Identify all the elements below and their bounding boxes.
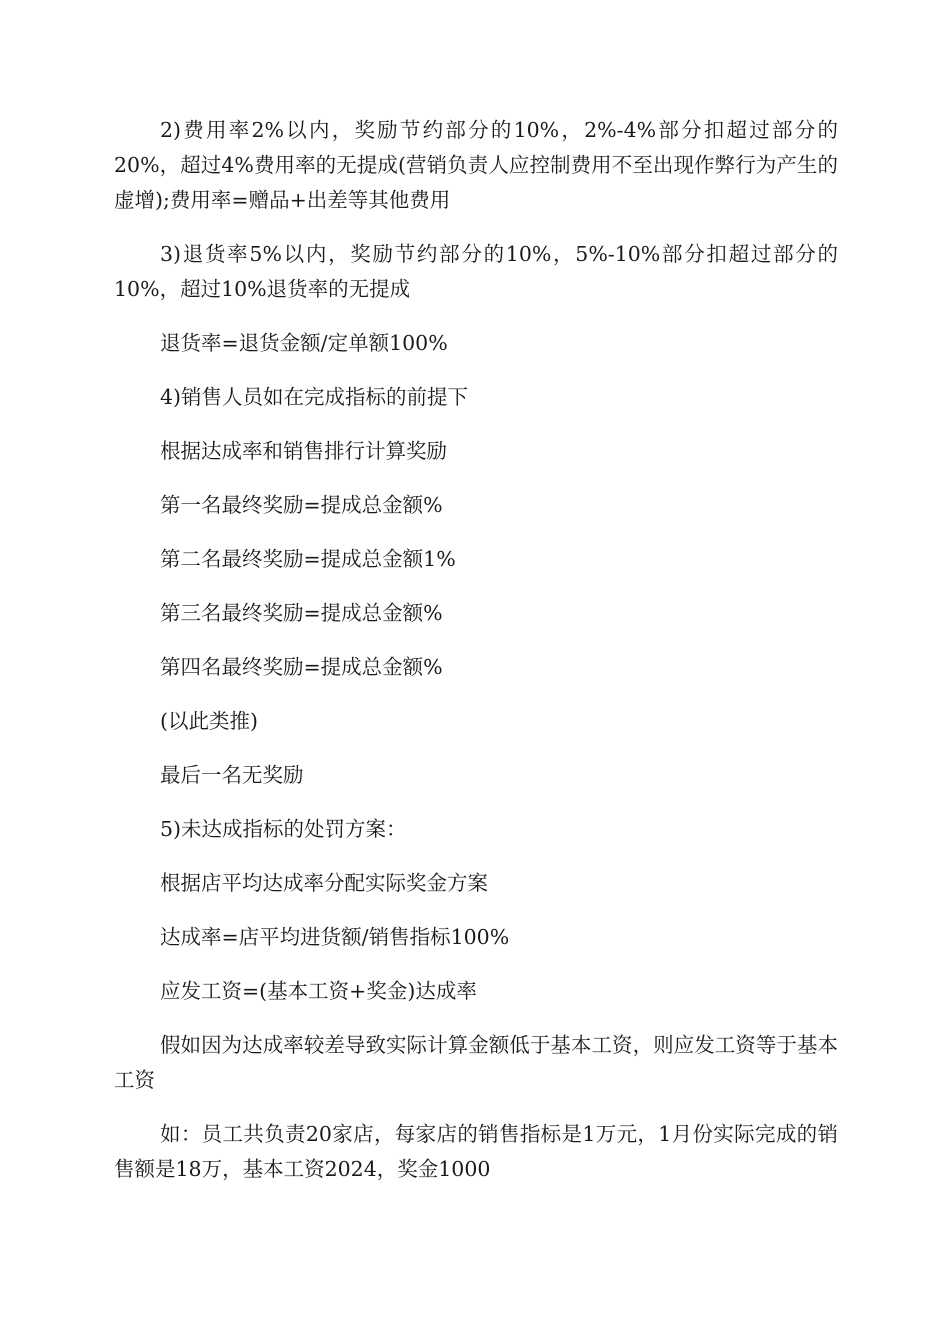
paragraph-last-place: 最后一名无奖励 [160, 763, 304, 787]
paragraph-return-rate: 3)退货率5%以内，奖励节约部分的10%，5%-10%部分扣超过部分的10%，超过10%退货率的无提成 [114, 242, 838, 301]
paragraph-third-place: 第三名最终奖励=提成总金额% [160, 601, 443, 625]
paragraph-base-wage-floor: 假如因为达成率较差导致实际计算金额低于基本工资，则应发工资等于基本工资 [114, 1033, 838, 1092]
paragraph-and-so-on: (以此类推) [160, 709, 258, 733]
paragraph-second-place: 第二名最终奖励=提成总金额1% [160, 547, 456, 571]
paragraph-first-place: 第一名最终奖励=提成总金额% [160, 493, 443, 517]
document-body [114, 113, 838, 1206]
paragraph-achievement-formula: 达成率=店平均进货额/销售指标100% [160, 925, 510, 949]
paragraph-penalty-heading: 5)未达成指标的处罚方案： [160, 817, 407, 841]
paragraph-store-average: 根据店平均达成率分配实际奖金方案 [160, 871, 488, 895]
paragraph-payable-wage-formula: 应发工资=(基本工资+奖金)达成率 [160, 979, 477, 1003]
paragraph-ranking-reward: 根据达成率和销售排行计算奖励 [160, 439, 447, 463]
paragraph-sales-staff-condition: 4)销售人员如在完成指标的前提下 [160, 385, 469, 409]
paragraph-example: 如：员工共负责20家店，每家店的销售指标是1万元，1月份实际完成的销售额是18万，基本工资2024，奖金1000 [114, 1122, 838, 1181]
paragraph-return-rate-formula: 退货率=退货金额/定单额100% [160, 331, 448, 355]
paragraph-fourth-place: 第四名最终奖励=提成总金额% [160, 655, 443, 679]
paragraph-expense-rate: 2)费用率2%以内，奖励节约部分的10%，2%-4%部分扣超过部分的20%，超过4%费用率的无提成(营销负责人应控制费用不至出现作弊行为产生的虚增);费用率=赠品+出差等其他费用 [114, 118, 838, 212]
